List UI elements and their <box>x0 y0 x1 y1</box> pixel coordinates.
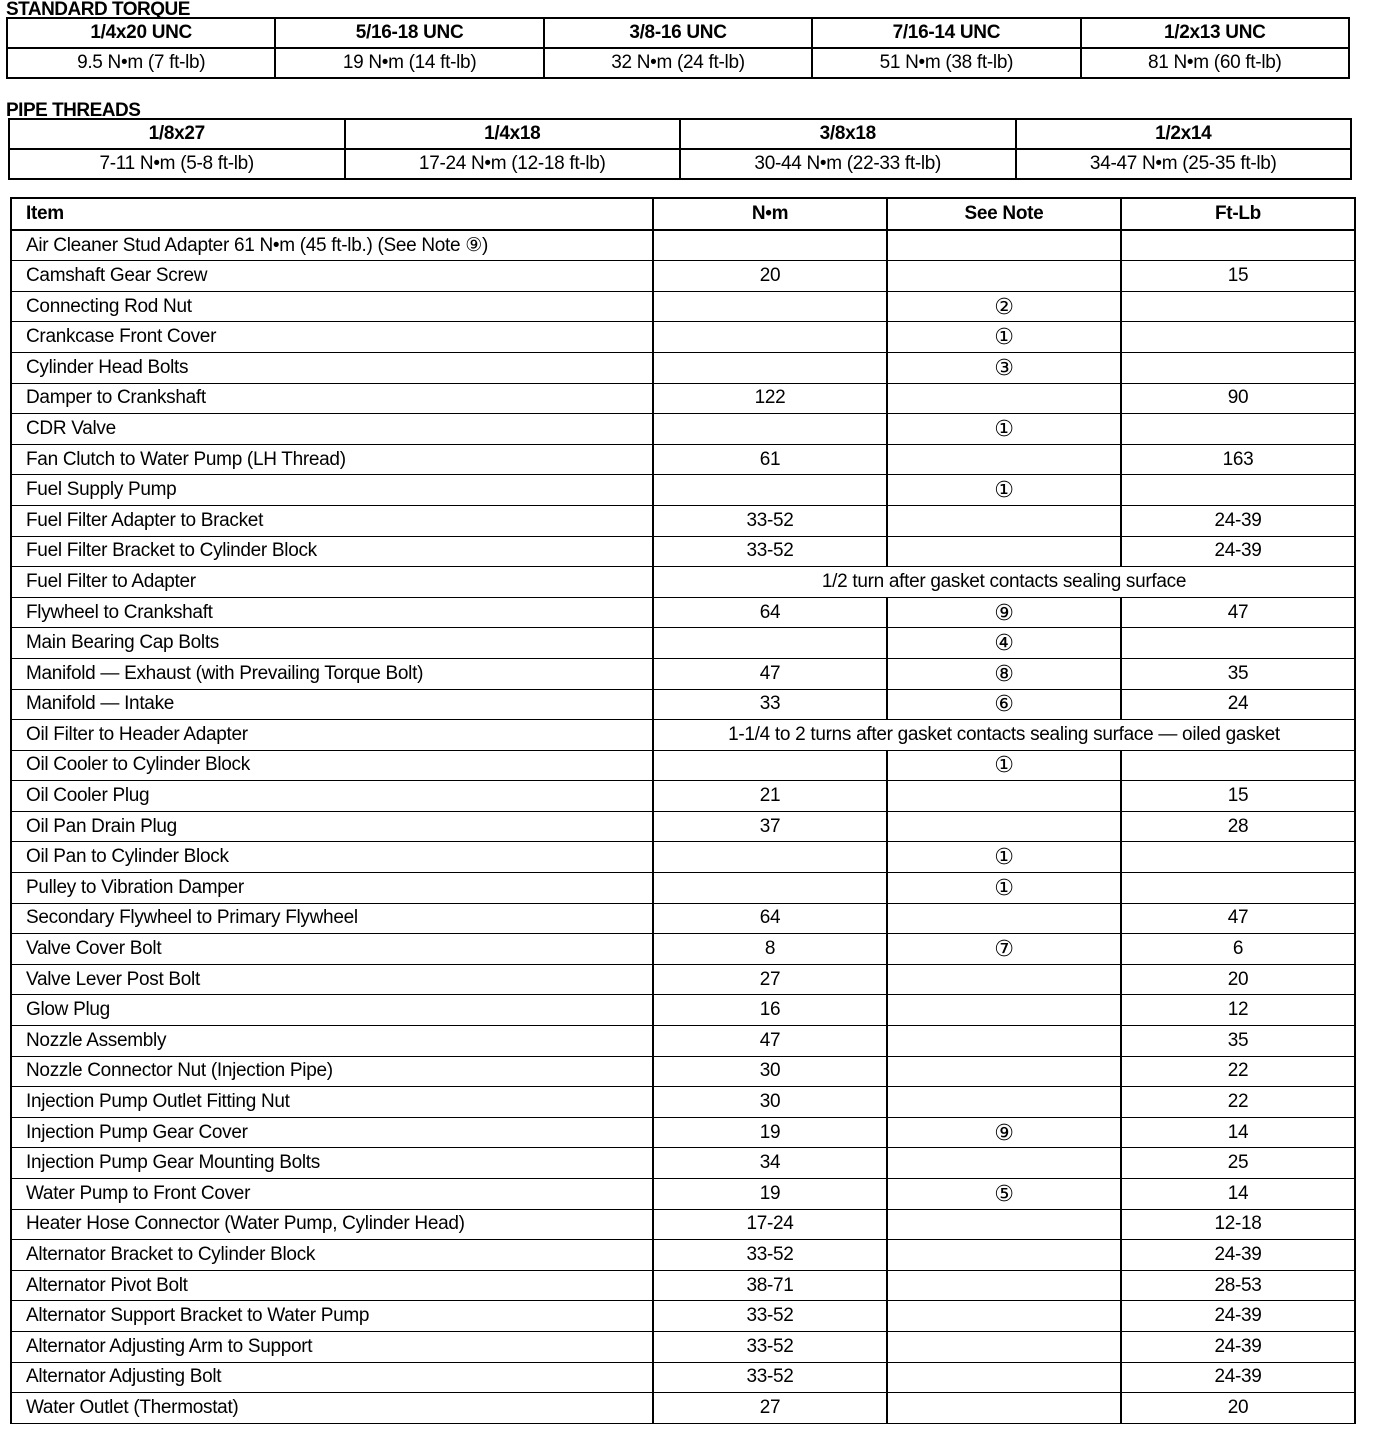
note-cell: ① <box>887 475 1121 506</box>
ftlb-cell: 20 <box>1121 964 1355 995</box>
nm-cell: 34 <box>653 1148 887 1179</box>
standard-torque-sizes-row <box>7 18 1349 48</box>
instruction-cell: 1-1/4 to 2 turns after gasket contacts sealing surface — oiled gasket <box>653 720 1355 751</box>
nm-cell: 64 <box>653 597 887 628</box>
table-row <box>11 1117 1355 1148</box>
nm-cell: 8 <box>653 934 887 965</box>
nm-cell <box>653 475 887 506</box>
note-cell <box>887 964 1121 995</box>
ftlb-cell: 22 <box>1121 1056 1355 1087</box>
item-cell: Injection Pump Gear Mounting Bolts <box>11 1148 653 1179</box>
table-row <box>11 1179 1355 1210</box>
ftlb-cell <box>1121 352 1355 383</box>
ftlb-cell: 12-18 <box>1121 1209 1355 1240</box>
table-row <box>11 1301 1355 1332</box>
ftlb-cell: 24-39 <box>1121 1240 1355 1271</box>
nm-cell: 33-52 <box>653 505 887 536</box>
ftlb-cell <box>1121 475 1355 506</box>
pipe-threads-table <box>8 118 1352 180</box>
nm-cell: 17-24 <box>653 1209 887 1240</box>
note-cell <box>887 1240 1121 1271</box>
table-row <box>11 750 1355 781</box>
table-row <box>11 842 1355 873</box>
table-row <box>11 230 1355 261</box>
table-row <box>11 352 1355 383</box>
nm-cell: 21 <box>653 781 887 812</box>
item-cell: Flywheel to Crankshaft <box>11 597 653 628</box>
instruction-cell: 1/2 turn after gasket contacts sealing surface <box>653 567 1355 598</box>
ftlb-cell: 24 <box>1121 689 1355 720</box>
ftlb-cell: 28 <box>1121 811 1355 842</box>
note-cell: ⑨ <box>887 597 1121 628</box>
nm-cell: 19 <box>653 1117 887 1148</box>
table-row <box>11 1240 1355 1271</box>
ftlb-cell <box>1121 842 1355 873</box>
nm-cell: 30 <box>653 1087 887 1118</box>
item-cell: Alternator Bracket to Cylinder Block <box>11 1240 653 1271</box>
ftlb-cell: 24-39 <box>1121 505 1355 536</box>
note-cell <box>887 1331 1121 1362</box>
table-row <box>11 903 1355 934</box>
ftlb-cell <box>1121 322 1355 353</box>
nm-cell: 33-52 <box>653 1331 887 1362</box>
nm-cell <box>653 750 887 781</box>
nm-cell: 47 <box>653 658 887 689</box>
nm-column-header: N•m <box>653 198 887 230</box>
ftlb-cell: 15 <box>1121 781 1355 812</box>
table-row <box>11 873 1355 904</box>
note-cell <box>887 261 1121 292</box>
item-cell: Alternator Support Bracket to Water Pump <box>11 1301 653 1332</box>
item-cell: Alternator Pivot Bolt <box>11 1270 653 1301</box>
nm-cell <box>653 230 887 261</box>
note-cell <box>887 811 1121 842</box>
item-cell: Secondary Flywheel to Primary Flywheel <box>11 903 653 934</box>
ftlb-cell: 24-39 <box>1121 1301 1355 1332</box>
table-row <box>11 1087 1355 1118</box>
item-cell: Cylinder Head Bolts <box>11 352 653 383</box>
size-cell: 1/4x18 <box>345 119 681 149</box>
table-row <box>11 414 1355 445</box>
nm-cell <box>653 873 887 904</box>
item-cell: Main Bearing Cap Bolts <box>11 628 653 659</box>
note-cell: ⑨ <box>887 1117 1121 1148</box>
note-cell <box>887 1148 1121 1179</box>
nm-cell: 33-52 <box>653 536 887 567</box>
table-row <box>11 811 1355 842</box>
torque-value-cell: 7-11 N•m (5-8 ft-lb) <box>9 149 345 179</box>
note-cell <box>887 383 1121 414</box>
torque-value-cell: 81 N•m (60 ft-lb) <box>1081 48 1349 78</box>
ftlb-cell: 6 <box>1121 934 1355 965</box>
table-row <box>11 444 1355 475</box>
item-cell: Fuel Filter Adapter to Bracket <box>11 505 653 536</box>
note-cell <box>887 1087 1121 1118</box>
torque-value-cell: 9.5 N•m (7 ft-lb) <box>7 48 275 78</box>
note-cell: ② <box>887 291 1121 322</box>
nm-cell: 33-52 <box>653 1301 887 1332</box>
size-cell: 1/4x20 UNC <box>7 18 275 48</box>
table-row <box>11 1331 1355 1362</box>
ftlb-cell: 14 <box>1121 1117 1355 1148</box>
table-row <box>11 567 1355 598</box>
table-row <box>11 720 1355 751</box>
table-row <box>11 1393 1355 1424</box>
table-row <box>11 1026 1355 1057</box>
note-cell: ⑥ <box>887 689 1121 720</box>
ftlb-cell: 14 <box>1121 1179 1355 1210</box>
table-row <box>11 1270 1355 1301</box>
size-cell: 1/2x14 <box>1016 119 1352 149</box>
ftlb-cell <box>1121 414 1355 445</box>
pipe-threads-title: PIPE THREADS <box>6 100 141 121</box>
table-row <box>11 689 1355 720</box>
ftlb-cell: 24-39 <box>1121 1331 1355 1362</box>
item-cell: Nozzle Assembly <box>11 1026 653 1057</box>
nm-cell: 47 <box>653 1026 887 1057</box>
nm-cell <box>653 414 887 445</box>
note-cell <box>887 230 1121 261</box>
ftlb-cell: 28-53 <box>1121 1270 1355 1301</box>
size-cell: 1/8x27 <box>9 119 345 149</box>
table-row <box>11 383 1355 414</box>
nm-cell: 27 <box>653 964 887 995</box>
item-cell: Valve Cover Bolt <box>11 934 653 965</box>
table-row <box>11 536 1355 567</box>
item-cell: Injection Pump Gear Cover <box>11 1117 653 1148</box>
size-cell: 3/8-16 UNC <box>544 18 812 48</box>
item-cell: CDR Valve <box>11 414 653 445</box>
item-cell: Oil Pan to Cylinder Block <box>11 842 653 873</box>
torque-value-cell: 30-44 N•m (22-33 ft-lb) <box>680 149 1016 179</box>
table-row <box>11 291 1355 322</box>
item-cell: Fuel Supply Pump <box>11 475 653 506</box>
spec-header-row <box>11 198 1355 230</box>
nm-cell: 33-52 <box>653 1240 887 1271</box>
table-row <box>11 995 1355 1026</box>
pipe-threads-values-row <box>9 149 1351 179</box>
table-row <box>11 658 1355 689</box>
item-cell: Fuel Filter to Adapter <box>11 567 653 598</box>
ftlb-cell: 24-39 <box>1121 1362 1355 1393</box>
nm-cell: 64 <box>653 903 887 934</box>
table-row <box>11 1209 1355 1240</box>
ftlb-cell: 15 <box>1121 261 1355 292</box>
ftlb-cell: 22 <box>1121 1087 1355 1118</box>
torque-value-cell: 51 N•m (38 ft-lb) <box>812 48 1080 78</box>
torque-value-cell: 32 N•m (24 ft-lb) <box>544 48 812 78</box>
nm-cell: 30 <box>653 1056 887 1087</box>
item-cell: Alternator Adjusting Arm to Support <box>11 1331 653 1362</box>
nm-cell: 20 <box>653 261 887 292</box>
nm-cell <box>653 352 887 383</box>
nm-cell <box>653 291 887 322</box>
note-cell: ⑤ <box>887 1179 1121 1210</box>
item-cell: Fuel Filter Bracket to Cylinder Block <box>11 536 653 567</box>
ftlb-column-header: Ft-Lb <box>1121 198 1355 230</box>
nm-cell: 16 <box>653 995 887 1026</box>
note-cell <box>887 1362 1121 1393</box>
torque-value-cell: 34-47 N•m (25-35 ft-lb) <box>1016 149 1352 179</box>
note-cell <box>887 444 1121 475</box>
item-cell: Damper to Crankshaft <box>11 383 653 414</box>
note-cell <box>887 1270 1121 1301</box>
note-cell: ④ <box>887 628 1121 659</box>
table-row <box>11 597 1355 628</box>
item-cell: Connecting Rod Nut <box>11 291 653 322</box>
ftlb-cell: 47 <box>1121 597 1355 628</box>
ftlb-cell <box>1121 873 1355 904</box>
item-column-header: Item <box>11 198 653 230</box>
note-cell <box>887 505 1121 536</box>
note-cell: ① <box>887 842 1121 873</box>
ftlb-cell <box>1121 750 1355 781</box>
item-cell: Oil Cooler Plug <box>11 781 653 812</box>
item-cell: Manifold — Intake <box>11 689 653 720</box>
item-cell: Valve Lever Post Bolt <box>11 964 653 995</box>
size-cell: 1/2x13 UNC <box>1081 18 1349 48</box>
note-cell: ③ <box>887 352 1121 383</box>
table-row <box>11 934 1355 965</box>
note-cell: ① <box>887 414 1121 445</box>
table-row <box>11 261 1355 292</box>
standard-torque-values-row <box>7 48 1349 78</box>
pipe-threads-sizes-row <box>9 119 1351 149</box>
ftlb-cell <box>1121 230 1355 261</box>
torque-value-cell: 19 N•m (14 ft-lb) <box>275 48 543 78</box>
nm-cell <box>653 322 887 353</box>
table-row <box>11 1056 1355 1087</box>
nm-cell <box>653 842 887 873</box>
nm-cell: 61 <box>653 444 887 475</box>
item-cell: Glow Plug <box>11 995 653 1026</box>
note-cell <box>887 536 1121 567</box>
table-row <box>11 322 1355 353</box>
ftlb-cell: 163 <box>1121 444 1355 475</box>
note-cell <box>887 1056 1121 1087</box>
table-row <box>11 505 1355 536</box>
size-cell: 3/8x18 <box>680 119 1016 149</box>
item-cell: Nozzle Connector Nut (Injection Pipe) <box>11 1056 653 1087</box>
note-cell <box>887 1393 1121 1424</box>
ftlb-cell: 35 <box>1121 1026 1355 1057</box>
table-row <box>11 628 1355 659</box>
item-cell: Oil Pan Drain Plug <box>11 811 653 842</box>
torque-value-cell: 17-24 N•m (12-18 ft-lb) <box>345 149 681 179</box>
item-cell: Heater Hose Connector (Water Pump, Cylinder Head) <box>11 1209 653 1240</box>
note-cell: ① <box>887 322 1121 353</box>
size-cell: 5/16-18 UNC <box>275 18 543 48</box>
table-row <box>11 1362 1355 1393</box>
ftlb-cell: 24-39 <box>1121 536 1355 567</box>
ftlb-cell: 20 <box>1121 1393 1355 1424</box>
nm-cell: 38-71 <box>653 1270 887 1301</box>
ftlb-cell: 90 <box>1121 383 1355 414</box>
note-column-header: See Note <box>887 198 1121 230</box>
item-cell: Air Cleaner Stud Adapter 61 N•m (45 ft-lb.) (See Note ⑨) <box>11 230 653 261</box>
note-cell <box>887 903 1121 934</box>
table-row <box>11 1148 1355 1179</box>
spec-table-body <box>11 230 1355 1424</box>
standard-torque-title: STANDARD TORQUE <box>6 0 190 20</box>
item-cell: Manifold — Exhaust (with Prevailing Torque Bolt) <box>11 658 653 689</box>
table-row <box>11 964 1355 995</box>
item-cell: Oil Cooler to Cylinder Block <box>11 750 653 781</box>
ftlb-cell: 12 <box>1121 995 1355 1026</box>
note-cell: ① <box>887 873 1121 904</box>
ftlb-cell <box>1121 291 1355 322</box>
note-cell <box>887 781 1121 812</box>
ftlb-cell: 47 <box>1121 903 1355 934</box>
nm-cell: 37 <box>653 811 887 842</box>
ftlb-cell: 25 <box>1121 1148 1355 1179</box>
torque-spec-table <box>10 197 1356 1424</box>
note-cell: ① <box>887 750 1121 781</box>
ftlb-cell <box>1121 628 1355 659</box>
table-row <box>11 475 1355 506</box>
nm-cell: 27 <box>653 1393 887 1424</box>
item-cell: Pulley to Vibration Damper <box>11 873 653 904</box>
ftlb-cell: 35 <box>1121 658 1355 689</box>
standard-torque-table <box>6 17 1350 79</box>
note-cell <box>887 1026 1121 1057</box>
nm-cell: 122 <box>653 383 887 414</box>
item-cell: Water Outlet (Thermostat) <box>11 1393 653 1424</box>
item-cell: Fan Clutch to Water Pump (LH Thread) <box>11 444 653 475</box>
item-cell: Camshaft Gear Screw <box>11 261 653 292</box>
item-cell: Water Pump to Front Cover <box>11 1179 653 1210</box>
note-cell: ⑦ <box>887 934 1121 965</box>
nm-cell: 33 <box>653 689 887 720</box>
note-cell <box>887 995 1121 1026</box>
item-cell: Injection Pump Outlet Fitting Nut <box>11 1087 653 1118</box>
note-cell <box>887 1301 1121 1332</box>
note-cell: ⑧ <box>887 658 1121 689</box>
item-cell: Alternator Adjusting Bolt <box>11 1362 653 1393</box>
note-cell <box>887 1209 1121 1240</box>
item-cell: Crankcase Front Cover <box>11 322 653 353</box>
table-row <box>11 781 1355 812</box>
item-cell: Oil Filter to Header Adapter <box>11 720 653 751</box>
nm-cell <box>653 628 887 659</box>
nm-cell: 33-52 <box>653 1362 887 1393</box>
nm-cell: 19 <box>653 1179 887 1210</box>
size-cell: 7/16-14 UNC <box>812 18 1080 48</box>
